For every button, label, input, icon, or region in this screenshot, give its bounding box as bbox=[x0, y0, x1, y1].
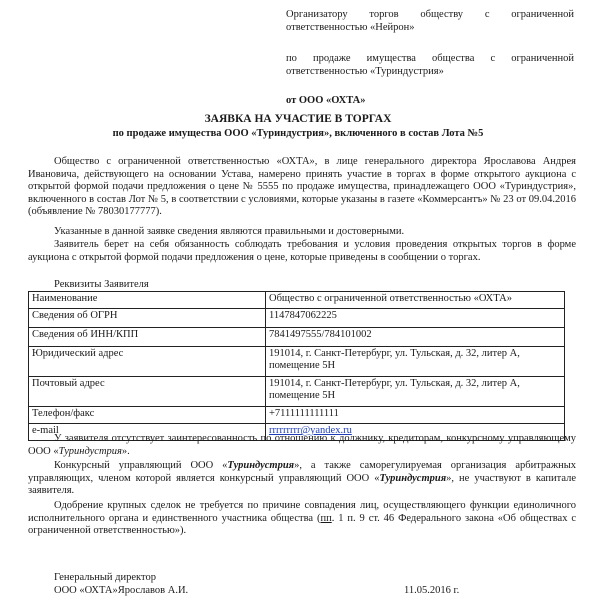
addressee-sale: по продаже имущества общества с ограниченной ответственностью «Туриндустрия» bbox=[286, 53, 574, 77]
intro-paragraph: Общество с ограниченной ответственностью «ОХТА», в лице генерального директора Ярославова Андрея Ивановича, действующего на основании Устава, намерено принять участие в торгах в форме открытого аукциона с открытой формой подачи предложения о цене № 5555 по продаже имущества, принадлежащего ООО «Туриндустрия», включенного в состав Лот № 5, в соответствии с условиями, которые указаны в газете «Коммерсантъ» № 23 от 09.04.2016 (объявление № 78030177777). bbox=[28, 156, 576, 218]
requisite-value: 191014, г. Санкт-Петербург, ул. Тульская, д. 32, литер А, помещение 5Н bbox=[266, 377, 565, 407]
document-title: ЗАЯВКА НА УЧАСТИЕ В ТОРГАХ bbox=[204, 113, 392, 125]
requisite-name: Телефон/факс bbox=[29, 407, 266, 424]
manager-paragraph bbox=[28, 460, 576, 498]
no-interest-paragraph bbox=[28, 433, 576, 458]
requisite-value: Общество с ограниченной ответственностью «ОХТА» bbox=[266, 292, 565, 309]
manager-text: Конкурсный управляющий ООО « bbox=[54, 460, 228, 471]
signature-date: 11.05.2016 г. bbox=[404, 585, 460, 596]
addressee-organizer: Организатору торгов обществу с ограниченной ответственностью «Нейрон» bbox=[286, 9, 574, 33]
table-row bbox=[29, 407, 565, 424]
email-link[interactable]: rrrrrrrrr@yandex.ru bbox=[269, 425, 352, 436]
obligation-paragraph: Заявитель берет на себя обязанность соблюдать требования и условия проведения открытых торгов в форме аукциона с открытой формой подачи предложения о цене, которые приведены в сообщении о торгах. bbox=[28, 239, 576, 263]
reliable-paragraph: Указанные в данной заявке сведения являются правильными и достоверными. bbox=[54, 226, 405, 237]
requisites-label: Реквизиты Заявителя bbox=[54, 279, 149, 290]
no-interest-text: У заявителя отсутствует заинтересованность по отношению к должнику, кредиторам, конкурсному управляющему ООО « bbox=[28, 433, 576, 457]
no-interest-end: ». bbox=[121, 445, 130, 457]
table-row bbox=[29, 292, 565, 309]
manager-text-mid: », а также саморегулируемая организация арбитражных управляющих, членом которой является конкурсный управляющий ООО « bbox=[28, 460, 576, 484]
requisite-name: Сведения об ОГРН bbox=[29, 309, 266, 328]
requisite-value: 1147847062225 bbox=[266, 309, 565, 328]
requisite-value: +7111111111111 bbox=[266, 407, 565, 424]
company-name: Туриндустрия bbox=[379, 472, 447, 484]
company-name: Туриндустрия bbox=[227, 460, 295, 471]
table-row bbox=[29, 328, 565, 347]
requisite-name: Сведения об ИНН/КПП bbox=[29, 328, 266, 347]
requisite-name: Почтовый адрес bbox=[29, 377, 266, 407]
from-line: от ООО «ОХТА» bbox=[286, 95, 366, 106]
approval-paragraph bbox=[28, 500, 576, 538]
requisite-value: 7841497555/784101002 bbox=[266, 328, 565, 347]
requisite-name: Наименование bbox=[29, 292, 266, 309]
requisite-name: e-mail bbox=[29, 424, 266, 441]
signature-name: ООО «ОХТА»Ярославов А.И. bbox=[54, 585, 189, 596]
manager-text-end: », не участвуют в капитале заявителя. bbox=[28, 472, 576, 497]
approval-text: Одобрение крупных сделок не требуется по причине совпадения лиц, осуществляющего функции единоличного исполнительного органа и единственного участника общества ( bbox=[28, 500, 576, 524]
requisite-value: 191014, г. Санкт-Петербург, ул. Тульская, д. 32, литер А, помещение 5Н bbox=[266, 347, 565, 377]
document-subtitle: по продаже имущества ООО «Туриндустрия», включенного в состав Лота №5 bbox=[112, 128, 484, 139]
approval-text-end: . 1 п. 9 ст. 46 Федерального закона «Об обществах с ограниченной ответственностью»). bbox=[28, 512, 576, 537]
requisites-table bbox=[28, 291, 565, 441]
company-name: Туриндустрия bbox=[58, 445, 122, 457]
table-row bbox=[29, 309, 565, 328]
approval-abbrev: пп bbox=[320, 512, 332, 524]
requisite-name: Юридический адрес bbox=[29, 347, 266, 377]
signature-position: Генеральный директор bbox=[54, 572, 156, 583]
table-row bbox=[29, 377, 565, 407]
table-row bbox=[29, 347, 565, 377]
